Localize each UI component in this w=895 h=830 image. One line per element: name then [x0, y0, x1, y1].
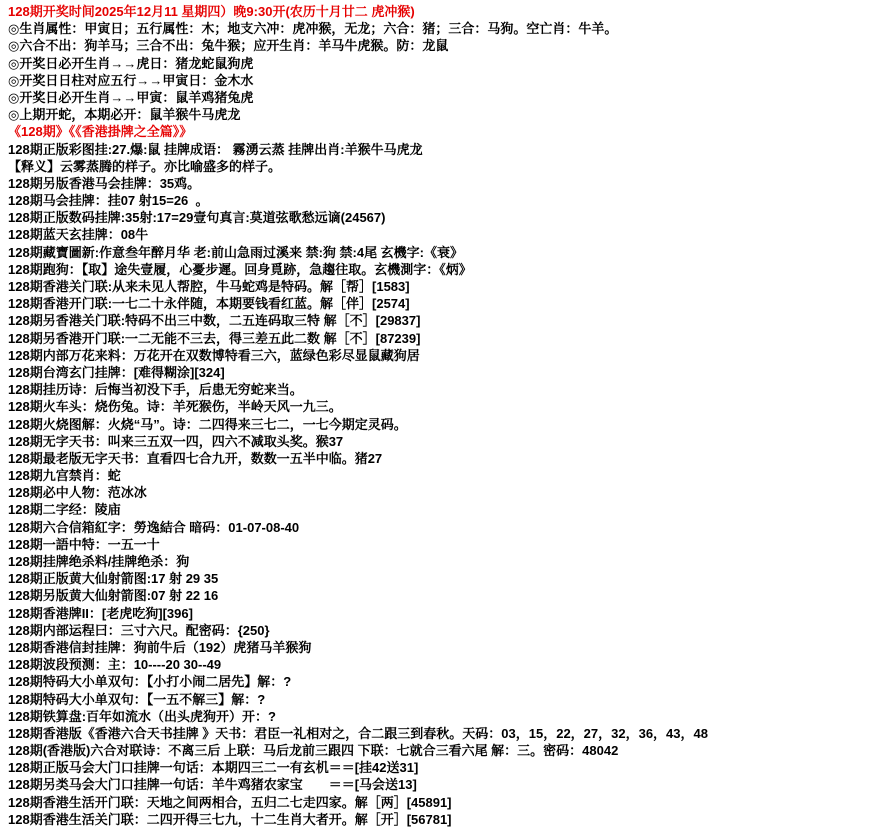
- text-line: 128期另版黄大仙射箭图:07 射 22 16: [8, 588, 219, 604]
- text-line: 128期六合信箱紅字：勞逸結合 暗码：01-07-08-40: [8, 519, 300, 535]
- text-line: 128期台湾玄门挂牌：[难得糊涂][324]: [8, 364, 225, 380]
- text-line: 128期正版彩图挂:27.爆:鼠 挂牌成语： 霧湧云蒸 挂牌出肖:羊猴牛马虎龙: [8, 141, 423, 157]
- text-line: 128期香港关门联:从来未见人帮腔，牛马蛇鸡是特码。解［帮］[1583]: [8, 279, 410, 294]
- text-line: 128期特码大小单双句：【一五不解三】解：?: [8, 691, 266, 707]
- text-line: 128期铁算盘:百年如流水（出头虎狗开）开：?: [8, 708, 276, 724]
- document-body: [8, 3, 895, 828]
- text-line: ◎上期开蛇，本期必开：鼠羊猴牛马虎龙: [8, 107, 241, 123]
- text-line: ◎开奖日日柱对应五行→→甲寅日：金木水: [8, 72, 254, 88]
- text-line: 128期内部万花来料：万花开在双数博特看三六，蓝绿色彩尽显鼠藏狗居: [8, 347, 420, 363]
- text-line: ◎开奖日必开生肖→→虎日：猪龙蛇鼠狗虎: [8, 55, 254, 71]
- text-line: 128期火烧图解：火烧“马”。诗：二四得来三七二，一七今期定灵码。: [8, 416, 407, 432]
- text-line: 128期另香港关门联:特码不出三中数，二五连码取三特 解［不］[29837]: [8, 313, 421, 329]
- text-line: 128期特码大小单双句：【小打小闹二居先】解：?: [8, 674, 292, 690]
- text-line: 128期正版马会大门口挂牌一句话：本期四三二一有玄机＝＝[挂42送31]: [8, 760, 419, 776]
- text-line: 128期另类马会大门口挂牌一句话：羊牛鸡猪农家宝 ＝＝[马会送13]: [8, 777, 417, 793]
- text-line: 128期香港生活开门联：天地之间两相合，五归二七走四家。解［两］[45891]: [8, 794, 452, 810]
- text-line: 128期香港牌II：[老虎吃狗][396]: [8, 605, 193, 621]
- text-line: 128期香港生活关门联：二四开得三七九，十二生肖大者开。解［开］[56781]: [8, 811, 452, 827]
- text-line: 128期蓝天玄挂牌：08牛: [8, 227, 149, 243]
- heading-line: 128期开奖时间2025年12月11 星期四）晚9:30开(农历十月廿二 虎冲猴): [8, 4, 415, 19]
- heading-line: 《128期》《《香港掛牌之全篇》》: [8, 124, 193, 140]
- text-line: 128期挂历诗：后悔当初没下手，后患无穷蛇来当。: [8, 382, 303, 398]
- text-line: 128期火车头：烧伤兔。诗：羊死猴伤，半岭天风一九三。: [8, 399, 342, 415]
- text-line: 128期无字天书：叫来三五双一四，四六不减取头奖。猴37: [8, 433, 344, 449]
- text-line: 128期二字经：陵庙: [8, 502, 121, 518]
- text-line: 128期马会挂牌：挂07 射15=26 。: [8, 193, 209, 209]
- text-line: 128期正版数码挂牌:35射:17=29壹句真言:莫道弦歌愁远谪(24567): [8, 210, 386, 226]
- text-line: 128期(香港版)六合对联诗：不离三后 上联：马后龙前三跟四 下联：七就合三看六尾 解：三。密码：48042: [8, 743, 619, 759]
- text-line: 【释义】云雾蒸腾的样子。亦比喻盛多的样子。: [8, 158, 282, 174]
- text-line: 128期藏寶圖新:作意叁年醉月华 老:前山急雨过溪来 禁:狗 禁:4尾 玄機字:《衰》: [8, 244, 464, 260]
- text-line: 128期另版香港马会挂牌：35鸡。: [8, 175, 201, 191]
- text-line: 128期香港开门联:一七二十永伴随，本期要钱看红蓝。解［伴］[2574]: [8, 296, 410, 312]
- text-line: ◎六合不出：狗羊马；三合不出：兔牛猴；应开生肖：羊马牛虎猴。防：龙鼠: [8, 38, 449, 54]
- text-line: 128期一語中特：一五一十: [8, 536, 160, 552]
- text-line: 128期香港版《香港六合天书挂牌 》天书：君臣一礼相对之，合二跟三到春秋。天码：03，15，22，27，32，36，43，48: [8, 725, 708, 741]
- text-line: 128期必中人物：范冰冰: [8, 485, 147, 501]
- text-line: 128期跑狗：【取】途失壹履，心憂步遲。回身覓跡，急趨往取。玄機測字：《炳》: [8, 261, 472, 277]
- text-line: 128期正版黄大仙射箭图:17 射 29 35: [8, 571, 219, 587]
- text-line: 128期最老版无字天书：直看四七合九开，数数一五半中临。猪27: [8, 450, 383, 466]
- text-line: ◎生肖属性：甲寅日；五行属性：木；地支六冲：虎冲猴，无龙；六合：猪；三合：马狗。空亡肖：牛羊。: [8, 21, 618, 37]
- text-line: 128期九宫禁肖：蛇: [8, 468, 121, 484]
- text-line: 128期波段预测：主：10----20 30--49: [8, 657, 222, 673]
- text-line: 128期香港信封挂牌：狗前牛后（192）虎猪马羊猴狗: [8, 639, 312, 655]
- text-line: 128期内部运程曰：三寸六尺。配密码：{250}: [8, 622, 270, 638]
- text-line: 128期另香港开门联:一二无能不三去，得三差五此二数 解［不］[87239]: [8, 330, 421, 346]
- text-line: 128期挂牌绝杀料/挂牌绝杀：狗: [8, 554, 190, 569]
- text-line: ◎开奖日必开生肖→→甲寅：鼠羊鸡猪兔虎: [8, 89, 254, 105]
